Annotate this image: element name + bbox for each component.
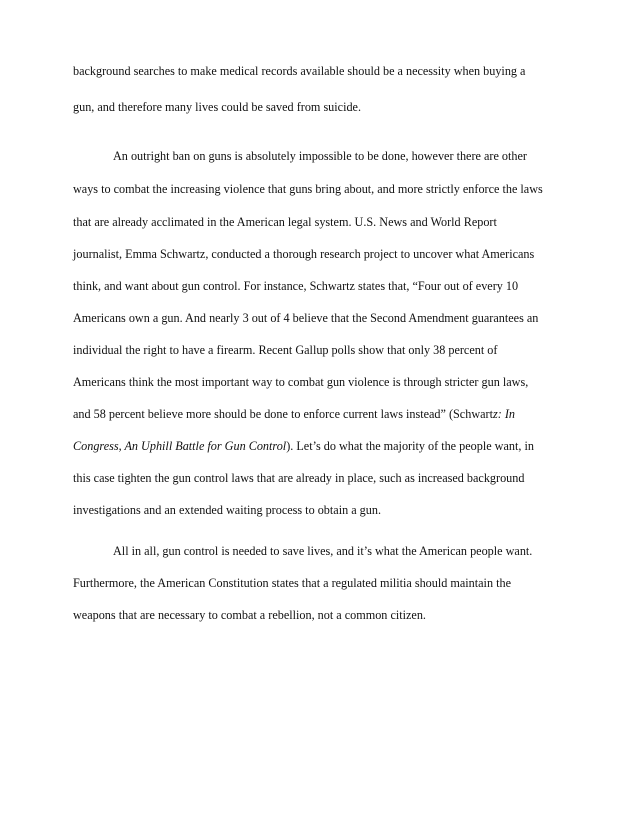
paragraph-3-line-3: weapons that are necessary to combat a rebellion, not a common citizen. — [73, 608, 426, 622]
paragraph-3-line-2: Furthermore, the American Constitution states that a regulated militia should maintain the — [73, 576, 511, 590]
paragraph-3-line-1: All in all, gun control is needed to save lives, and it’s what the American people want. — [113, 544, 533, 558]
paragraph-2-line-2: ways to combat the increasing violence that guns bring about, and more strictly enforce the laws — [73, 182, 543, 196]
citation-title-start: z: In — [492, 407, 515, 421]
paragraph-2-line-9 — [73, 407, 515, 422]
paragraph-2-line-10-text: ). Let’s do what the majority of the people want, in — [286, 439, 534, 453]
paragraph-2-line-8: Americans think the most important way to combat gun violence is through stricter gun laws, — [73, 375, 529, 389]
paragraph-2-line-1: An outright ban on guns is absolutely impossible to be done, however there are other — [113, 149, 527, 163]
paragraph-2-line-4: journalist, Emma Schwartz, conducted a thorough research project to uncover what Americans — [73, 247, 535, 261]
citation-title-end: Congress, An Uphill Battle for Gun Control — [73, 439, 287, 453]
paragraph-2-line-7: individual the right to have a firearm. Recent Gallup polls show that only 38 percent of — [73, 343, 498, 357]
paragraph-2-line-11: this case tighten the gun control laws that are already in place, such as increased background — [73, 471, 525, 485]
paragraph-1-line-2: gun, and therefore many lives could be saved from suicide. — [73, 100, 362, 114]
paragraph-2-line-9-text: and 58 percent believe more should be done to enforce current laws instead” (Schwart — [73, 407, 493, 421]
paragraph-2-line-10 — [73, 439, 534, 454]
paragraph-2-line-3: that are already acclimated in the American legal system. U.S. News and World Report — [73, 215, 497, 229]
paragraph-2-line-12: investigations and an extended waiting process to obtain a gun. — [73, 503, 382, 517]
paragraph-2-line-5: think, and want about gun control. For instance, Schwartz states that, “Four out of every 10 — [73, 279, 519, 293]
paragraph-1-line-1: background searches to make medical records available should be a necessity when buying a — [73, 64, 526, 78]
paragraph-2-line-6: Americans own a gun. And nearly 3 out of 4 believe that the Second Amendment guarantees an — [73, 311, 539, 325]
